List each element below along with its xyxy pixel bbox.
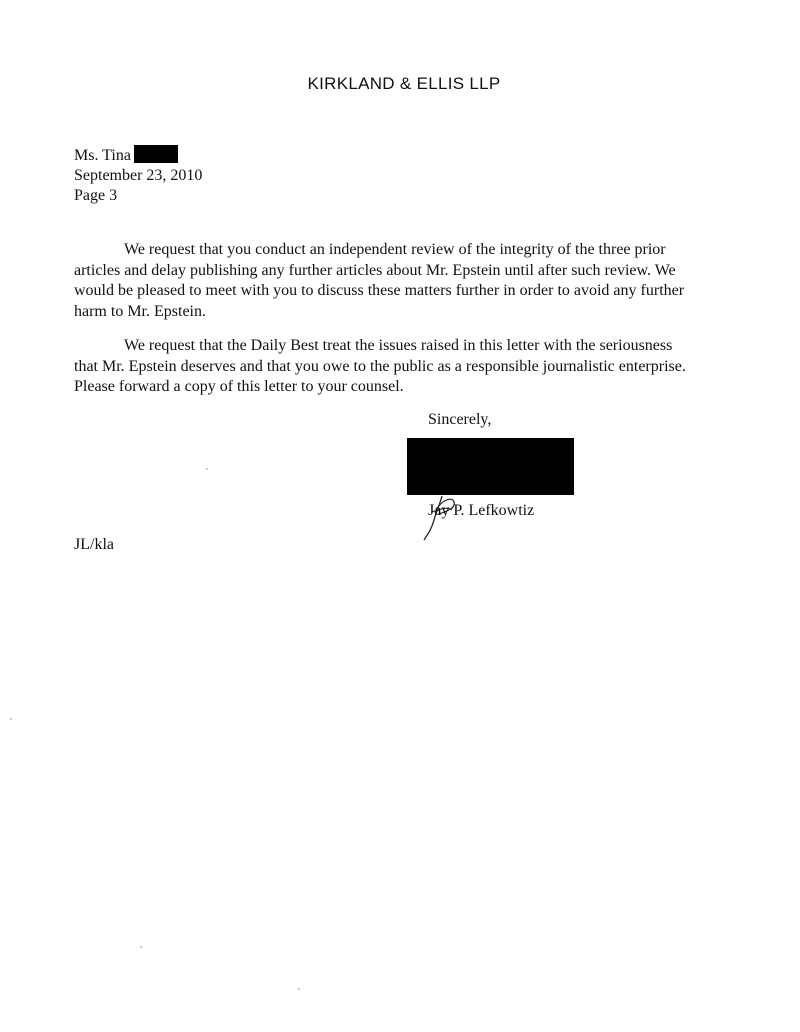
scan-speck [298,988,300,990]
letter-body [74,240,724,412]
paragraph-line: Please forward a copy of this letter to your counsel. [74,378,404,395]
closing: Sincerely, [428,411,492,428]
letter-heading [74,145,202,206]
paragraph-line: articles and delay publishing any further articles about Mr. Epstein until after such review. We [74,261,676,279]
letterhead: KIRKLAND & ELLIS LLP [307,74,501,93]
paragraph-line: We request that you conduct an independent review of the integrity of the three prior [124,241,666,258]
signature-redaction-box [407,438,574,495]
paragraph-line: that Mr. Epstein deserves and that you owe to the public as a responsible journalistic enterprise. [74,357,686,375]
scan-speck [10,718,12,720]
letter-date: September 23, 2010 [74,167,203,184]
scan-speck [140,946,142,948]
recipient-name: Ms. Tina [74,147,131,164]
signatory-name: Jay P. Lefkowtiz [428,502,535,519]
paragraph-line: would be pleased to meet with you to discuss these matters further in order to avoid any further [74,282,685,299]
recipient-line [74,145,202,166]
paragraph-line: We request that the Daily Best treat the issues raised in this letter with the seriousness [124,337,673,354]
redaction-box [134,145,178,163]
reference-initials: JL/kla [74,536,114,553]
paragraph-seriousness [74,336,724,398]
paragraph-review-request [74,240,724,322]
paragraph-line: harm to Mr. Epstein. [74,302,206,320]
page-number: Page 3 [74,187,118,204]
scan-speck [206,468,208,470]
